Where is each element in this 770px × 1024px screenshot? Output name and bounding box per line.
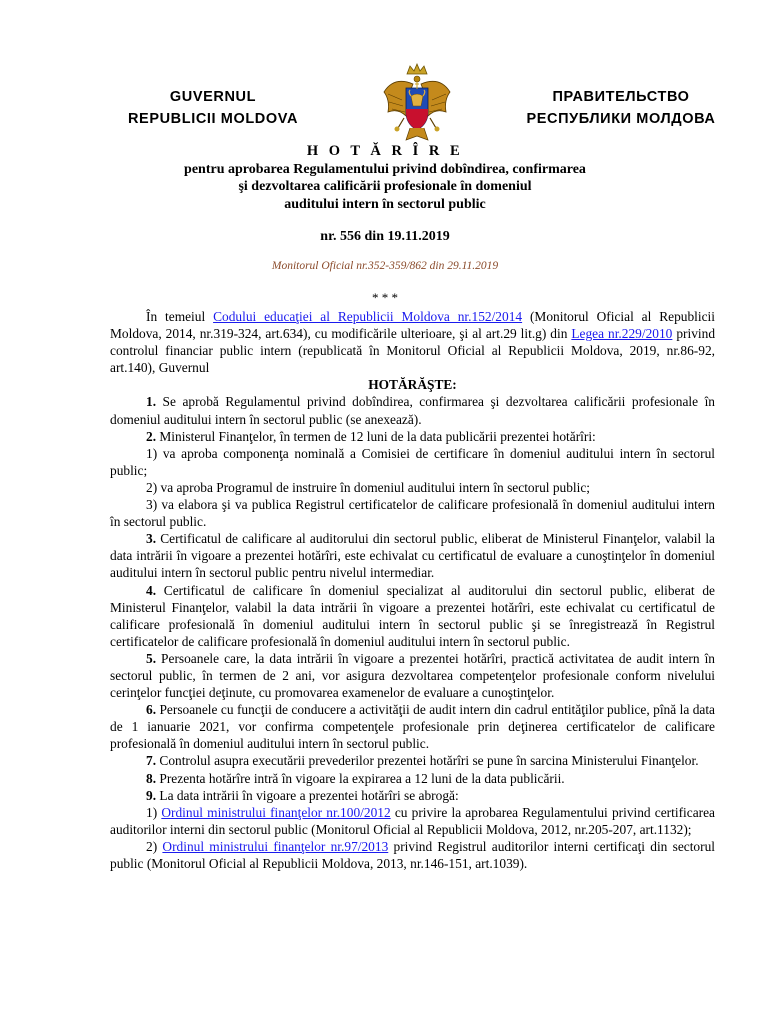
decree-body bbox=[110, 308, 715, 872]
decree-title-word: H O T Ă R Î R E bbox=[306, 143, 464, 159]
point-8 bbox=[110, 770, 715, 787]
decree-number: nr. 556 din 19.11.2019 bbox=[320, 229, 450, 244]
point-number: 9. bbox=[146, 787, 157, 803]
header-left-line2: REPUBLICII MOLDOVA bbox=[127, 111, 299, 127]
item-text: cu privire la aprobarea Regulamentului privind certificarea auditorilor interni din sectorul public (Monitorul Oficial al Republicii Moldova, 2012, nr.205-207, art.1132); bbox=[110, 804, 715, 837]
point-2 bbox=[110, 428, 715, 445]
education-code-link[interactable]: Codului educaţiei al Republicii Moldova nr.152/2014 bbox=[213, 309, 523, 324]
point-number: 5. bbox=[146, 650, 157, 666]
point-number: 3. bbox=[146, 531, 157, 547]
point-number: 1. bbox=[146, 394, 157, 410]
point-2-item-1: 1) va aproba componenţa nominală a Comisiei de certificare în domeniul auditului intern în sectorul public; bbox=[110, 445, 715, 478]
point-9-item-1 bbox=[110, 804, 715, 838]
decree-title-line1: pentru aprobarea Regulamentului privind dobîndirea, confirmarea bbox=[184, 161, 586, 177]
point-2-item-3: 3) va elabora şi va publica Registrul certificatelor de calificare profesională în domeniul auditului intern în sectorul public. bbox=[110, 497, 715, 530]
point-3 bbox=[110, 530, 715, 581]
point-text: Certificatul de calificare în domeniul specializat al auditorului din sectorul public, eliberat de Ministerul Finanţelor, valabil la data intrării în vigoare a prezentei hotărîri, este echivalat cu certificatul de calificare profesională în domeniul auditului intern în sectorul public şi se înregistrează în Registrul certificatelor de calificare profesională în domeniul auditului intern în sectorul public. bbox=[110, 582, 715, 649]
official-monitor-reference: Monitorul Oficial nr.352-359/862 din 29.11.2019 bbox=[271, 260, 499, 272]
item-prefix: 1) bbox=[146, 804, 162, 820]
point-2-item-2: 2) va aproba Programul de instruire în domeniul auditului intern în sectorul public; bbox=[146, 479, 591, 495]
point-text: Ministerul Finanţelor, în termen de 12 luni de la data publicării prezentei hotărîri: bbox=[156, 428, 596, 444]
order-100-2012-link[interactable]: Ordinul ministrului finanţelor nr.100/2012 bbox=[161, 804, 391, 820]
item-text: privind Registrul auditorilor interni certificaţi din sectorul public (Monitorul Oficial al Republicii Moldova, 2013, nr.146-151, art.1039). bbox=[110, 838, 715, 871]
point-6 bbox=[110, 701, 715, 752]
point-text: Persoanele cu funcţii de conducere a activităţii de audit intern din cadrul entităţilor publice, pînă la data de 1 ianuarie 2021, vor confirma competenţele profesionale prin deţinerea certificatelor de calificare profesională în domeniul auditului intern în sectorul public. bbox=[110, 702, 715, 752]
point-number: 6. bbox=[146, 702, 157, 718]
point-5 bbox=[110, 650, 715, 701]
separator-stars: * * * bbox=[372, 290, 398, 305]
point-9 bbox=[110, 787, 715, 804]
point-number: 8. bbox=[146, 770, 157, 786]
point-number: 2. bbox=[146, 428, 157, 444]
point-1 bbox=[110, 393, 715, 427]
decree-title bbox=[60, 143, 710, 213]
coat-of-arms-icon bbox=[380, 62, 454, 150]
header-right-line2: РЕСПУБЛИКИ МОЛДОВА bbox=[526, 111, 716, 127]
header-left bbox=[108, 86, 318, 130]
point-text: Persoanele care, la data intrării în vigoare a prezentei hotărîri, practică activitatea de audit intern în sectorul public, în termen de 2 ani, vor asigura dezvoltarea competenţelor profesionale conform nivelului cerinţelor funcţiei deţinute, cu promovarea examenelor de evaluare a cunoştinţelor. bbox=[110, 650, 715, 701]
point-7 bbox=[110, 752, 715, 769]
point-9-item-2 bbox=[110, 838, 715, 872]
item-prefix: 2) bbox=[146, 838, 163, 854]
intro-text-1: În temeiul bbox=[146, 309, 214, 324]
header-right-line1: ПРАВИТЕЛЬСТВО bbox=[552, 89, 690, 105]
header-right bbox=[506, 86, 736, 130]
point-text: Controlul asupra executării prevederilor prezentei hotărîri se pune în sarcina Ministerului Finanţelor. bbox=[156, 753, 699, 769]
law-229-2010-link[interactable]: Legea nr.229/2010 bbox=[571, 326, 673, 342]
point-4 bbox=[110, 582, 715, 650]
order-97-2013-link[interactable]: Ordinul ministrului finanţelor nr.97/2013 bbox=[162, 838, 389, 854]
intro-text-2: (Monitorul Oficial al Republicii Moldova, 2014, nr.319-324, art.634), cu modificările ulterioare, şi al art.29 lit.g) din bbox=[110, 309, 715, 342]
point-text: Prezenta hotărîre intră în vigoare la expirarea a 12 luni de la data publicării. bbox=[156, 770, 565, 786]
decides-heading: HOTĂRĂŞTE: bbox=[368, 377, 457, 393]
intro-text-3: privind controlul financiar public intern (republicată în Monitorul Oficial al Republicii Moldova, 2019, nr.86-92, art.140), Guvernul bbox=[110, 326, 716, 376]
point-text: Certificatul de calificare al auditorului din sectorul public, eliberat de Ministerul Finanţelor, valabil la data intrării în vigoare a prezentei hotărîri, este echivalat cu certificatul de evaluare a cunoştinţelor în domeniul auditului intern în sectorul public pentru nivelul intermediar. bbox=[110, 531, 715, 581]
point-text: La data intrării în vigoare a prezentei hotărîri se abrogă: bbox=[156, 787, 459, 803]
decree-title-line3: auditului intern în sectorul public bbox=[284, 196, 486, 212]
header-left-line1: GUVERNUL bbox=[169, 89, 257, 105]
point-number: 4. bbox=[146, 582, 157, 598]
intro-paragraph bbox=[110, 308, 715, 376]
point-number: 7. bbox=[146, 753, 157, 769]
point-text: Se aprobă Regulamentul privind dobîndirea, confirmarea şi dezvoltarea calificării profesionale în domeniul auditului intern în sectorul public (se anexează). bbox=[110, 394, 715, 427]
decree-title-line2: şi dezvoltarea calificării profesionale în domeniul bbox=[238, 179, 532, 194]
